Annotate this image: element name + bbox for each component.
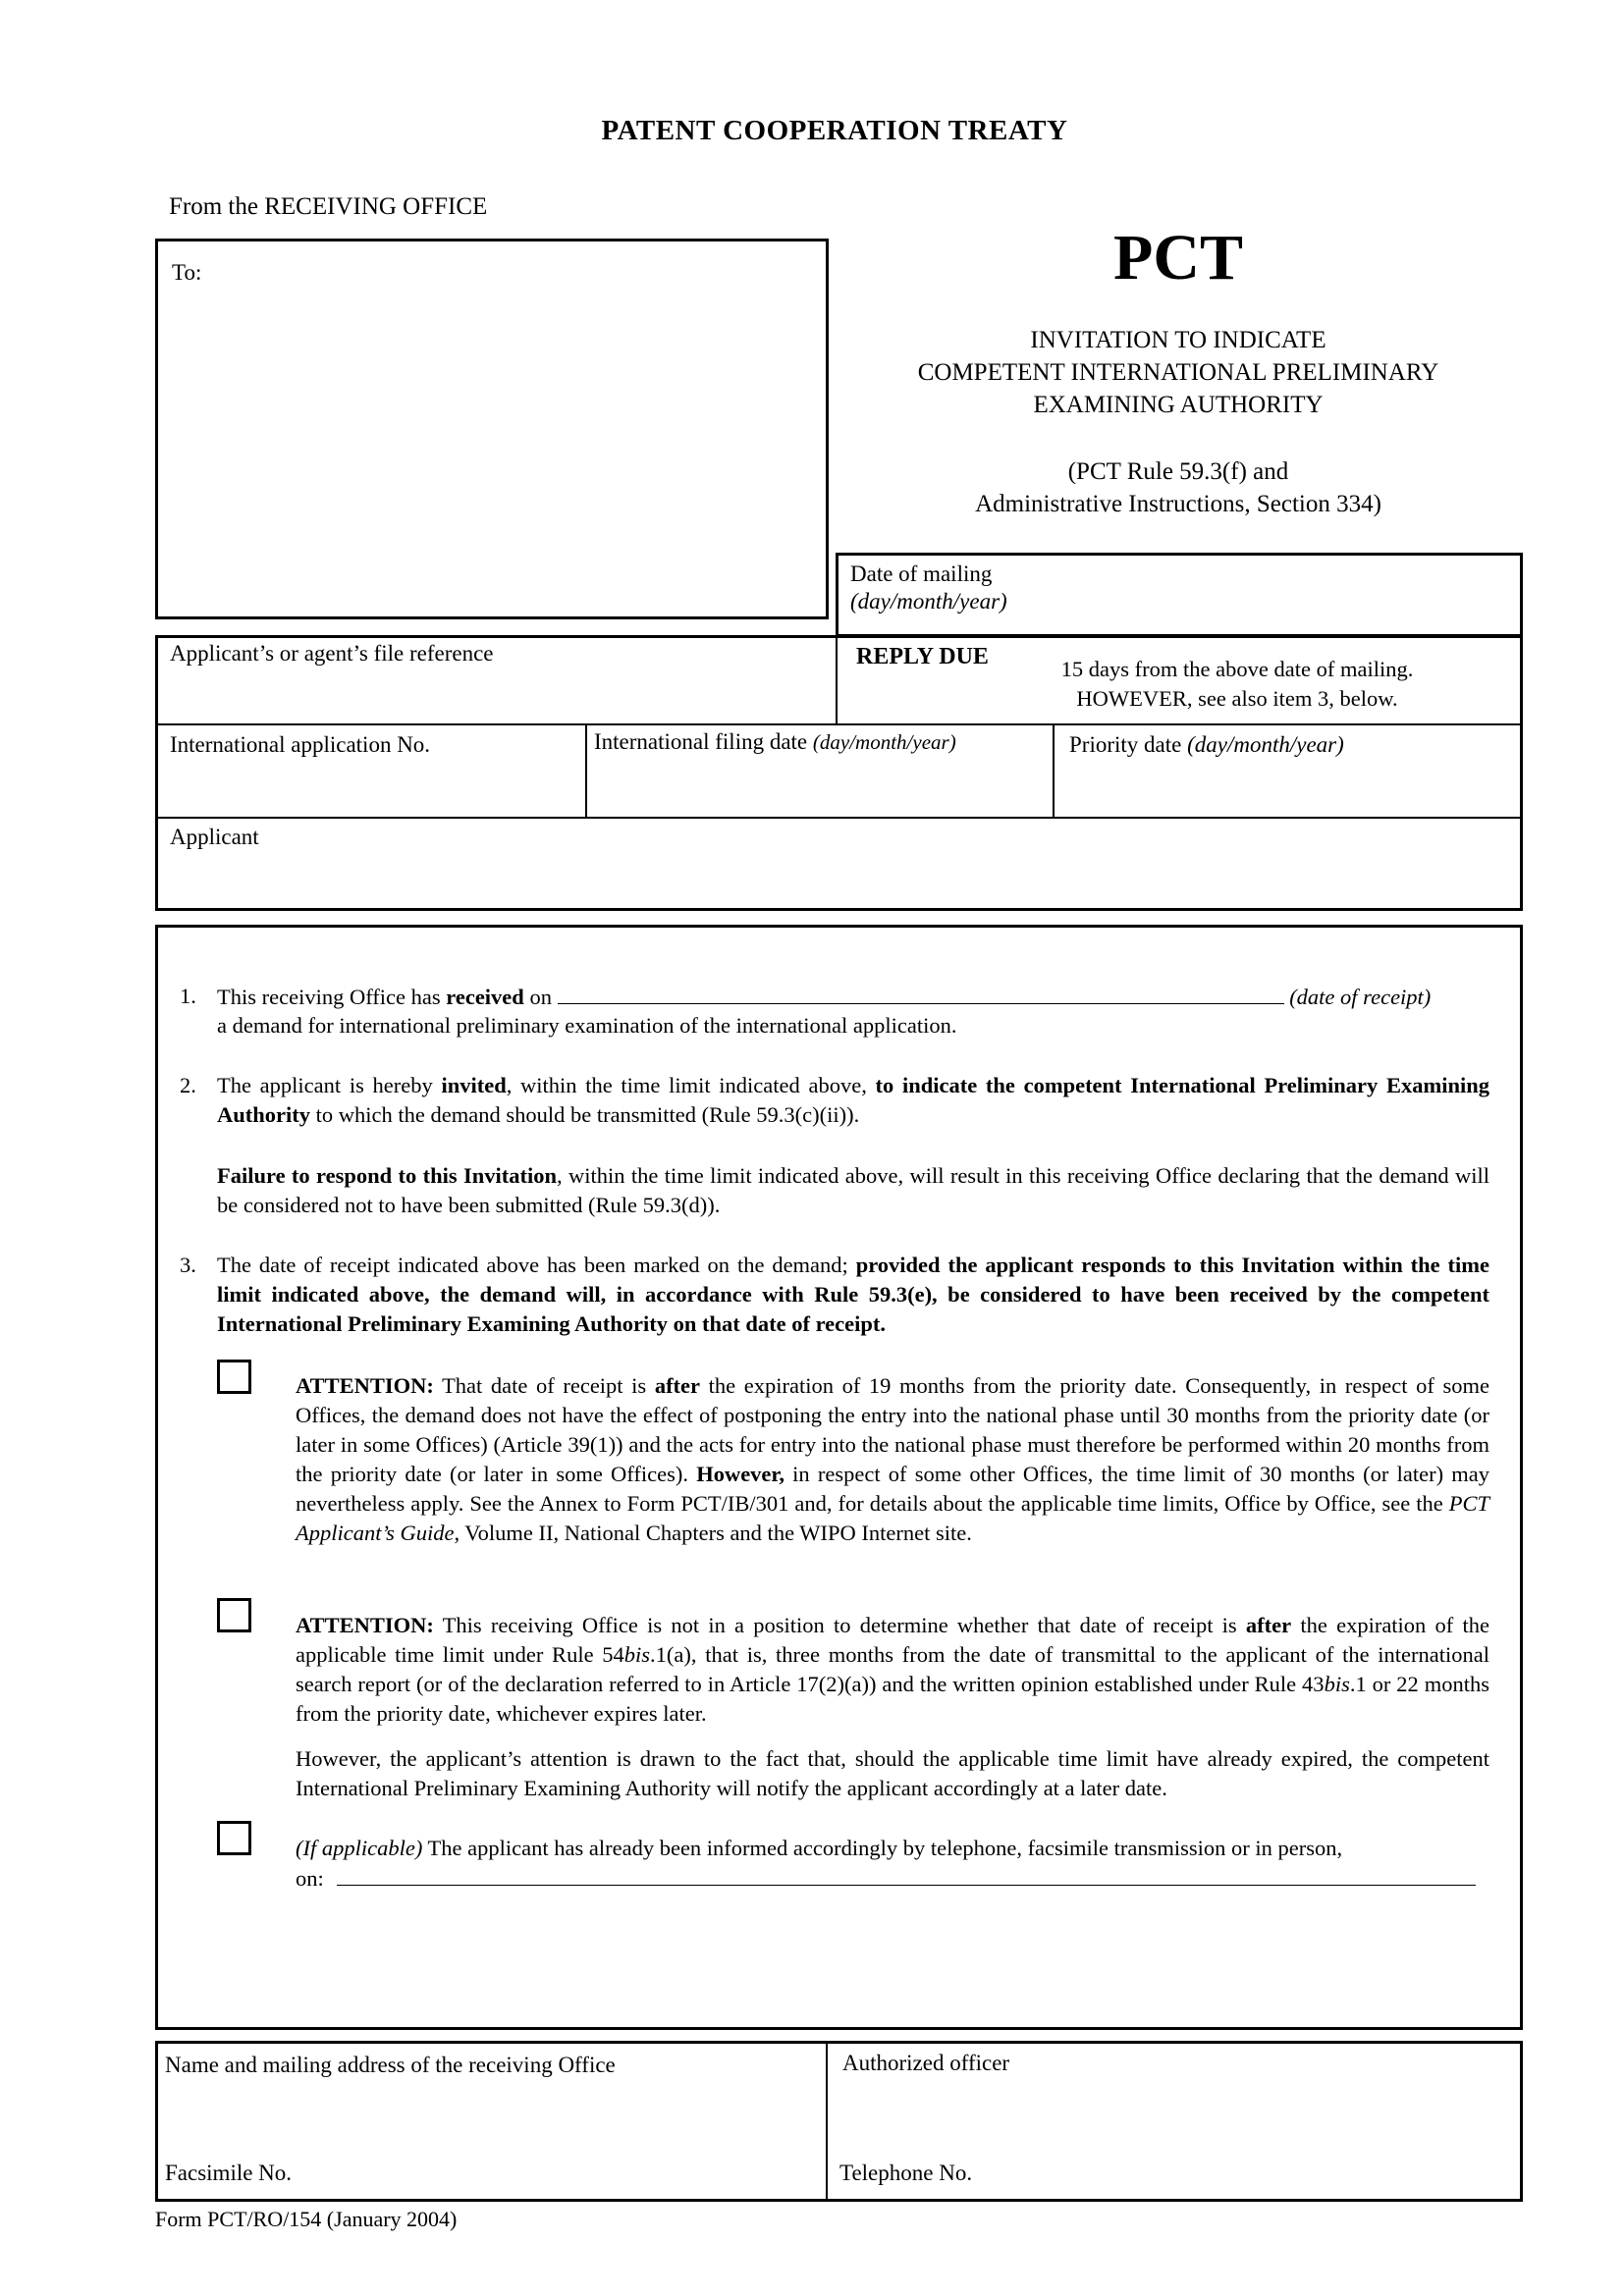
form-id: Form PCT/RO/154 (January 2004) [155,2207,458,2231]
table-divider [836,635,838,724]
table-divider [155,723,1523,725]
application-no-field[interactable]: International application No. [170,732,431,757]
attention-3-on-line: on: [296,1863,1476,1894]
office-address-field[interactable]: Name and mailing address of the receiving Office [165,2053,616,2077]
item-number: 2. [180,1073,196,1097]
date-of-mailing-box[interactable] [836,553,1523,637]
authorized-officer-field[interactable]: Authorized officer [842,2051,1010,2075]
filing-date-field[interactable]: International filing date (day/month/year) [594,729,956,754]
reply-due-label: REPLY DUE [856,644,989,669]
applicant-field[interactable]: Applicant [170,825,259,849]
table-divider [155,817,1523,819]
attention-3-checkbox[interactable] [217,1821,251,1855]
date-of-mailing-label: Date of mailing [850,561,993,586]
item-1-line: This receiving Office has received on (date of receipt) [217,982,1489,1012]
priority-date-field[interactable]: Priority date (day/month/year) [1069,732,1344,757]
reply-due-text: 15 days from the above date of mailing. HOWEVER, see also item 3, below. [1060,657,1414,711]
form-title: INVITATION TO INDICATE COMPETENT INTERNATIONAL PRELIMINARY EXAMINING AUTHORITY [917,327,1439,418]
item-1-text: a demand for international preliminary examination of the international application. [217,1013,957,1038]
attention-2-text: ATTENTION: This receiving Office is not in a position to determine whether that date of receipt is after the expiration of the applicable time limit under Rule 54bis.1(a), that is, three months from the date of transmittal to the applicant of the international search report (or of the declaration referred to in Article 17(2)(a)) and the written opinion established under Rule 43bis.1 or 22 months from the priority date, whichever expires later. [296,1613,1489,1726]
footer-divider [826,2041,828,2202]
addressee-box[interactable] [155,239,829,619]
date-format-label: (day/month/year) [850,589,1007,614]
facsimile-field[interactable]: Facsimile No. [165,2161,293,2185]
item-number: 3. [180,1253,196,1277]
page-title: PATENT COOPERATION TREATY [601,115,1068,146]
attention-1-text: ATTENTION: That date of receipt is after the expiration of 19 months from the priority date. Consequently, in respect of some Offices, the demand does not have the effect of postponing the entry into the national phase until 30 months from the priority date (or later in some Offices) (Article 39(1)) and the acts for entry into the national phase must therefore be performed within 20 months from the priority date (or later in some Offices). However, in respect of some other Offices, the time limit of 30 months (or later) may nevertheless apply. See the Annex to Form PCT/IB/301 and, for details about the applicable time limits, Office by Office, see the PCT Applicant’s Guide, Volume II, National Chapters and the WIPO Internet site. [296,1373,1490,1545]
attention-1-checkbox[interactable] [217,1360,251,1394]
table-divider [585,723,587,818]
item-number: 1. [180,984,196,1008]
attention-3-text: (If applicable) The applicant has already been informed accordingly by telephone, facsimile transmission or in person, [296,1836,1343,1860]
from-label: From the RECEIVING OFFICE [169,193,488,220]
table-divider [1053,723,1055,818]
item-3-text: The date of receipt indicated above has been marked on the demand; provided the applicant responds to this Invitation within the time limit indicated above, the demand will, in accordance with Rule 59.3(e), be considered to have been received by the competent International Preliminary Examining Authority on that date of receipt. [217,1253,1489,1336]
rule-reference: (PCT Rule 59.3(f) and Administrative Instructions, Section 334) [975,458,1381,517]
pct-heading: PCT [1113,222,1243,294]
item-2-failure-text: Failure to respond to this Invitation, within the time limit indicated above, will result in this receiving Office declaring that the demand will be considered not to have been submitted (Rule 59.3(d)). [217,1163,1489,1217]
file-reference-field[interactable]: Applicant’s or agent’s file reference [170,641,494,666]
informed-on-blank[interactable] [337,1863,1476,1886]
telephone-field[interactable]: Telephone No. [839,2161,973,2185]
attention-2-note: However, the applicant’s attention is drawn to the fact that, should the applicable time limit have already expired, the competent International Preliminary Examining Authority will notify the applicant accordingly at a later date. [296,1746,1489,1800]
date-of-receipt-blank[interactable] [558,982,1284,1004]
item-2-text: The applicant is hereby invited, within the time limit indicated above, to indicate the competent International Preliminary Examining Authority to which the demand should be transmitted (Rule 59.3(c)(ii)). [217,1073,1489,1127]
attention-2-checkbox[interactable] [217,1598,251,1632]
to-label: To: [172,260,202,285]
